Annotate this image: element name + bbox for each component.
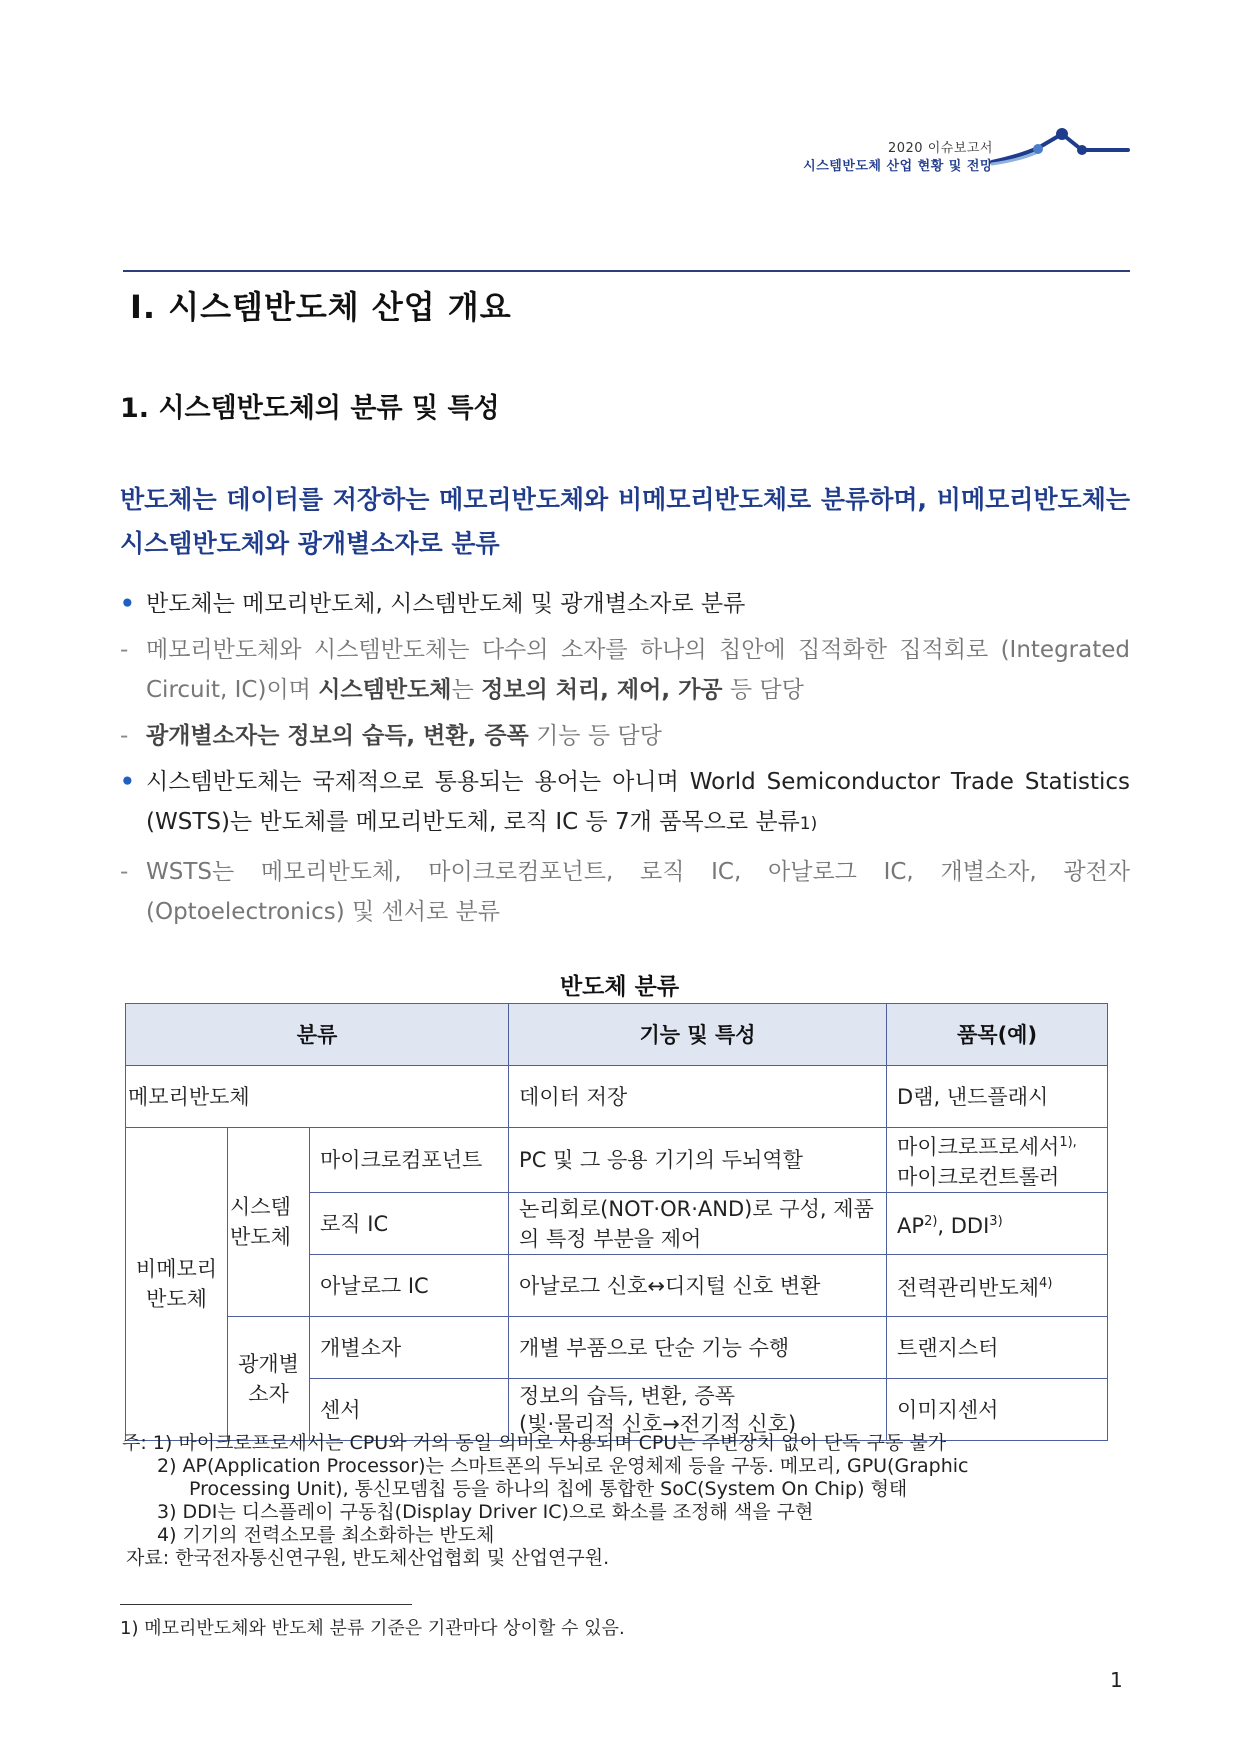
sub-bullet-text: 메모리반도체와 시스템반도체는 다수의 소자를 하나의 칩안에 집적화한 집적회로 (Integrated Circuit, IC)이며 시스템반도체는 정보의 처리, 제어, 가공 등 담당 <box>146 637 1130 703</box>
note-line: 2) AP(Application Processor)는 스마트폰의 두뇌로 운영체제 등을 구동. 메모리, GPU(Graphic <box>157 1455 969 1477</box>
sub-bullet-item <box>120 852 1130 932</box>
row-function: 논리회로(NOT·OR·AND)로 구성, 제품의 특정 부분을 제어 <box>509 1193 887 1255</box>
table-row <box>126 1317 1108 1379</box>
row-name: 로직 IC <box>310 1193 509 1255</box>
row-items: 마이크로프로세서$^{1),}$ 마이크로컨트롤러 <box>887 1128 1108 1193</box>
header-year-label: 2020 이슈보고서 <box>887 141 993 156</box>
source-line: 자료: 한국전자통신연구원, 반도체산업협회 및 산업연구원. <box>126 1547 610 1569</box>
bullet-text: 시스템반도체는 국제적으로 통용되는 용어는 아니며 World Semiconductor Trade Statistics (WSTS)는 반도체를 메모리반도체, 로직 IC 등 7개 품목으로 분류1) <box>146 769 1130 835</box>
row-items: 트랜지스터 <box>887 1317 1108 1379</box>
bullet-dot-icon: • <box>120 769 135 795</box>
section-title: Ⅰ. 시스템반도체 산업 개요 <box>130 288 512 326</box>
subsection-title: 1. 시스템반도체의 분류 및 특성 <box>120 393 500 424</box>
dash-marker: - <box>120 859 129 885</box>
memory-items: D램, 낸드플래시 <box>887 1066 1108 1128</box>
table-row <box>126 1128 1108 1193</box>
table-row <box>126 1066 1108 1128</box>
row-function: 정보의 습득, 변환, 증폭 (빛·물리적 신호→전기적 신호) <box>509 1379 887 1441</box>
bullet-text: 반도체는 메모리반도체, 시스템반도체 및 광개별소자로 분류 <box>146 591 746 617</box>
report-logo-icon <box>990 126 1130 168</box>
lead-summary: 반도체는 데이터를 저장하는 메모리반도체와 비메모리반도체로 분류하며, 비메모리반도체는 시스템반도체와 광개별소자로 분류 <box>120 485 1130 558</box>
row-name: 센서 <box>310 1379 509 1441</box>
row-function: 개별 부품으로 단순 기능 수행 <box>509 1317 887 1379</box>
discrete-label: 광개별 소자 <box>228 1317 310 1441</box>
row-items: 전력관리반도체$^{4)}$ <box>887 1255 1108 1317</box>
header-report-title: 시스템반도체 산업 현황 및 전망 <box>803 159 993 174</box>
row-items: AP$^{2)}$, DDI$^{3)}$ <box>887 1193 1108 1255</box>
bullet-item <box>120 762 1130 844</box>
footnote-ref: 1) <box>799 814 818 834</box>
page-number: 1 <box>1110 1668 1123 1692</box>
dash-marker: - <box>120 723 129 749</box>
row-name: 마이크로컴포넌트 <box>310 1128 509 1193</box>
classification-table <box>125 1003 1108 1441</box>
header-category: 분류 <box>126 1004 509 1066</box>
memory-category: 메모리반도체 <box>126 1066 509 1128</box>
header-function: 기능 및 특성 <box>509 1004 887 1066</box>
note-line: Processing Unit), 통신모뎀칩 등을 하나의 칩에 통합한 SoC(System On Chip) 형태 <box>189 1478 908 1500</box>
row-function: PC 및 그 응용 기기의 두뇌역할 <box>509 1128 887 1193</box>
non-memory-label: 비메모리 반도체 <box>126 1128 228 1441</box>
memory-function: 데이터 저장 <box>509 1066 887 1128</box>
note-line: 주: 1) 마이크로프로세서는 CPU와 거의 동일 의미로 사용되며 CPU는 주변장치 없이 단독 구동 불가 <box>122 1432 947 1454</box>
table-caption: 반도체 분류 <box>559 974 680 1000</box>
sub-bullet-text: WSTS는 메모리반도체, 마이크로컴포넌트, 로직 IC, 아날로그 IC, 개별소자, 광전자 (Optoelectronics) 및 센서로 분류 <box>146 859 1130 925</box>
sub-bullet-text: 광개별소자는 정보의 습득, 변환, 증폭 기능 등 담당 <box>146 723 662 749</box>
row-function: 아날로그 신호↔디지털 신호 변환 <box>509 1255 887 1317</box>
note-line: 3) DDI는 디스플레이 구동칩(Display Driver IC)으로 화소를 조정해 색을 구현 <box>157 1501 814 1523</box>
dash-marker: - <box>120 637 129 663</box>
running-header <box>803 140 993 176</box>
footnote-divider <box>120 1604 412 1605</box>
system-label: 시스템 반도체 <box>228 1128 310 1317</box>
header-items: 품목(예) <box>887 1004 1108 1066</box>
title-rule <box>123 270 1130 272</box>
bullet-item <box>120 584 1130 624</box>
note-line: 4) 기기의 전력소모를 최소화하는 반도체 <box>157 1524 495 1546</box>
table-header-row <box>126 1004 1108 1066</box>
sub-bullet-item <box>120 716 1130 756</box>
bullet-dot-icon: • <box>120 591 135 617</box>
row-name: 아날로그 IC <box>310 1255 509 1317</box>
sub-bullet-item <box>120 630 1130 710</box>
row-name: 개별소자 <box>310 1317 509 1379</box>
table-notes <box>122 1432 968 1570</box>
row-items: 이미지센서 <box>887 1379 1108 1441</box>
footnote: 1) 메모리반도체와 반도체 분류 기준은 기관마다 상이할 수 있음. <box>120 1618 625 1639</box>
